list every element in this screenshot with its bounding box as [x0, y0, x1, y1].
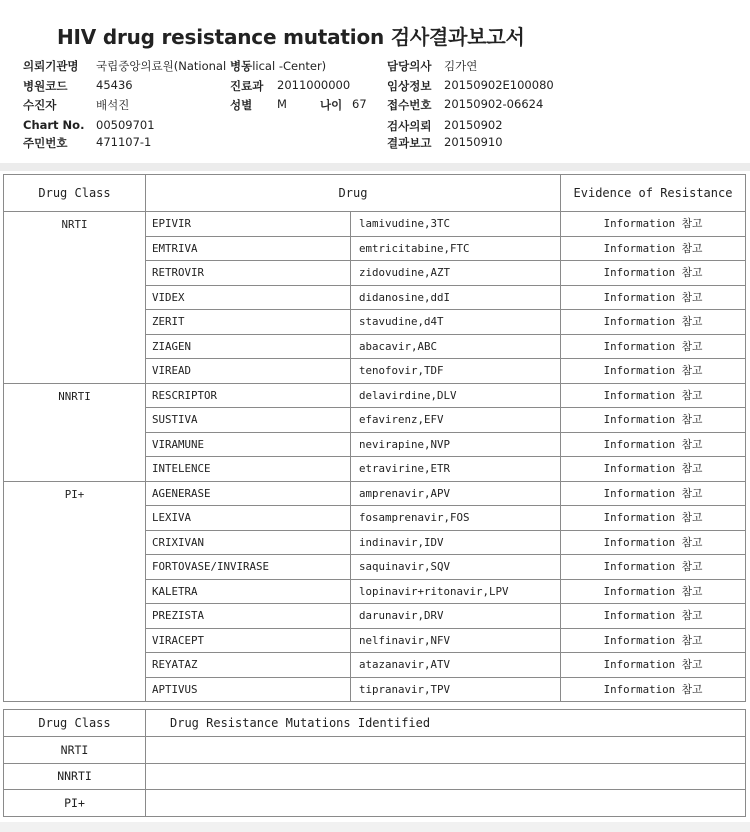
field-result-report: 결과보고 20150910: [387, 135, 503, 150]
drug-name-cell: AGENERASE: [146, 481, 351, 506]
generic-name-cell: darunavir,DRV: [351, 604, 561, 629]
header-evidence: Evidence of Resistance: [561, 175, 746, 212]
evidence-cell: Information 참고: [561, 506, 746, 531]
drug-name-cell: APTIVUS: [146, 677, 351, 702]
drug-name-cell: LEXIVA: [146, 506, 351, 531]
generic-name-cell: didanosine,ddI: [351, 285, 561, 310]
mutations-table: [3, 709, 746, 817]
drug-name-cell: KALETRA: [146, 579, 351, 604]
generic-name-cell: nevirapine,NVP: [351, 432, 561, 457]
header-drug: Drug: [146, 175, 561, 212]
resistance-table: [3, 174, 746, 702]
generic-name-cell: stavudine,d4T: [351, 310, 561, 335]
drug-name-cell: VIRAMUNE: [146, 432, 351, 457]
resistance-table-header: [4, 175, 746, 212]
drug-name-cell: VIDEX: [146, 285, 351, 310]
evidence-cell: Information 참고: [561, 408, 746, 433]
evidence-cell: Information 참고: [561, 457, 746, 482]
table-row: [4, 481, 746, 506]
mut-class-cell: NRTI: [4, 737, 146, 764]
mut-result-cell: [146, 737, 746, 764]
drug-name-cell: EMTRIVA: [146, 236, 351, 261]
field-patient-name: 수진자 배석진: [23, 98, 130, 112]
table-row: [4, 790, 746, 817]
evidence-cell: Information 참고: [561, 579, 746, 604]
drug-class-cell: PI+: [4, 481, 146, 702]
field-age: 나이 67: [320, 97, 367, 112]
drug-name-cell: VIREAD: [146, 359, 351, 384]
mut-result-cell: [146, 763, 746, 790]
generic-name-cell: saquinavir,SQV: [351, 555, 561, 580]
drug-name-cell: REYATAZ: [146, 653, 351, 678]
drug-name-cell: ZIAGEN: [146, 334, 351, 359]
mut-result-cell: [146, 790, 746, 817]
drug-class-cell: NRTI: [4, 212, 146, 384]
drug-name-cell: PREZISTA: [146, 604, 351, 629]
evidence-cell: Information 참고: [561, 604, 746, 629]
generic-name-cell: fosamprenavir,FOS: [351, 506, 561, 531]
generic-name-cell: indinavir,IDV: [351, 530, 561, 555]
drug-name-cell: RETROVIR: [146, 261, 351, 286]
mut-header-drug-class: Drug Class: [4, 710, 146, 737]
table-row: [4, 763, 746, 790]
drug-name-cell: FORTOVASE/INVIRASE: [146, 555, 351, 580]
evidence-cell: Information 참고: [561, 310, 746, 335]
evidence-cell: Information 참고: [561, 481, 746, 506]
drug-name-cell: ZERIT: [146, 310, 351, 335]
generic-name-cell: amprenavir,APV: [351, 481, 561, 506]
drug-name-cell: RESCRIPTOR: [146, 383, 351, 408]
mut-class-cell: NNRTI: [4, 763, 146, 790]
field-department: 진료과 2011000000: [230, 78, 351, 93]
field-referring-institution: 의뢰기관명 국립중앙의료원(National: [23, 59, 227, 73]
generic-name-cell: zidovudine,AZT: [351, 261, 561, 286]
generic-name-cell: delavirdine,DLV: [351, 383, 561, 408]
evidence-cell: Information 참고: [561, 212, 746, 237]
field-sex: 성별 M: [230, 97, 287, 112]
evidence-cell: Information 참고: [561, 530, 746, 555]
field-clinical-info: 임상정보 20150902E100080: [387, 78, 554, 93]
evidence-cell: Information 참고: [561, 555, 746, 580]
mutations-table-header: [4, 710, 746, 737]
generic-name-cell: efavirenz,EFV: [351, 408, 561, 433]
mut-class-cell: PI+: [4, 790, 146, 817]
field-resident-number: 주민번호 471107-1: [23, 135, 152, 150]
evidence-cell: Information 참고: [561, 432, 746, 457]
drug-class-cell: NNRTI: [4, 383, 146, 481]
section-divider: [0, 163, 750, 171]
table-row: [4, 212, 746, 237]
evidence-cell: Information 참고: [561, 383, 746, 408]
drug-name-cell: EPIVIR: [146, 212, 351, 237]
generic-name-cell: lopinavir+ritonavir,LPV: [351, 579, 561, 604]
table-row: [4, 737, 746, 764]
header-drug-class: Drug Class: [4, 175, 146, 212]
table-row: [4, 383, 746, 408]
evidence-cell: Information 참고: [561, 261, 746, 286]
generic-name-cell: atazanavir,ATV: [351, 653, 561, 678]
generic-name-cell: emtricitabine,FTC: [351, 236, 561, 261]
evidence-cell: Information 참고: [561, 334, 746, 359]
evidence-cell: Information 참고: [561, 285, 746, 310]
evidence-cell: Information 참고: [561, 359, 746, 384]
generic-name-cell: lamivudine,3TC: [351, 212, 561, 237]
generic-name-cell: abacavir,ABC: [351, 334, 561, 359]
field-ward: 병동lical -Center): [230, 59, 327, 73]
field-test-request: 검사의뢰 20150902: [387, 118, 503, 133]
generic-name-cell: etravirine,ETR: [351, 457, 561, 482]
evidence-cell: Information 참고: [561, 628, 746, 653]
drug-name-cell: INTELENCE: [146, 457, 351, 482]
evidence-cell: Information 참고: [561, 236, 746, 261]
mut-header-mutations: Drug Resistance Mutations Identified: [146, 710, 746, 737]
generic-name-cell: tipranavir,TPV: [351, 677, 561, 702]
generic-name-cell: tenofovir,TDF: [351, 359, 561, 384]
field-receipt-number: 접수번호 20150902-06624: [387, 97, 544, 112]
field-chart-number: Chart No. 00509701: [23, 118, 155, 132]
evidence-cell: Information 참고: [561, 677, 746, 702]
drug-name-cell: SUSTIVA: [146, 408, 351, 433]
report-title: HIV drug resistance mutation 검사결과보고서: [57, 25, 525, 49]
field-attending-doctor: 담당의사 김가연: [387, 59, 478, 73]
evidence-cell: Information 참고: [561, 653, 746, 678]
generic-name-cell: nelfinavir,NFV: [351, 628, 561, 653]
drug-name-cell: VIRACEPT: [146, 628, 351, 653]
drug-name-cell: CRIXIVAN: [146, 530, 351, 555]
field-hospital-code: 병원코드 45436: [23, 78, 133, 93]
